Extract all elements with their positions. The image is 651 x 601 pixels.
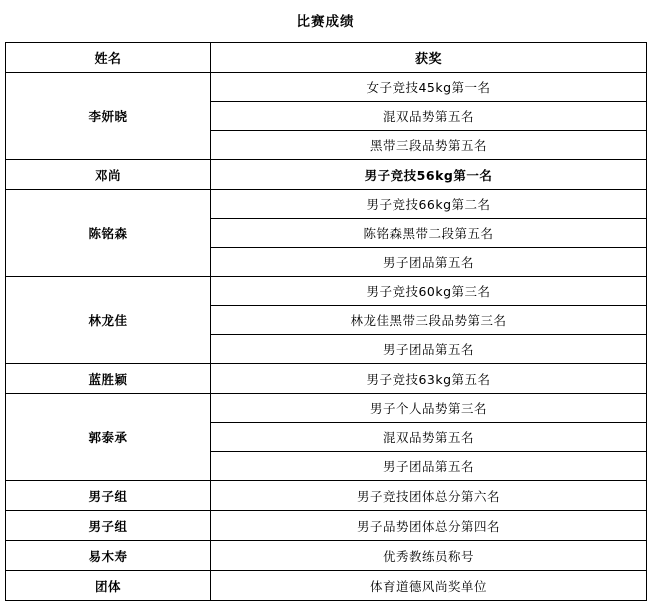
- table-row: [6, 364, 647, 394]
- award-list-item: [211, 423, 646, 452]
- award-list-item: [211, 335, 646, 364]
- results-table: [5, 42, 647, 601]
- award-text: 混双品势第五名: [211, 423, 646, 452]
- award-text: 林龙佳黑带三段品势第三名: [211, 306, 646, 335]
- award-list: [211, 190, 646, 276]
- table-row: [6, 190, 647, 277]
- award-list-item: [211, 452, 646, 481]
- award-list-item: [211, 394, 646, 423]
- cell-name: 林龙佳: [6, 277, 211, 364]
- cell-name: 男子组: [6, 511, 211, 541]
- cell-name: 李妍晓: [6, 73, 211, 160]
- cell-name: 邓尚: [6, 160, 211, 190]
- award-text: 男子团品第五名: [382, 459, 474, 474]
- cell-name: 团体: [6, 571, 211, 601]
- table-row: [6, 481, 647, 511]
- table-row: [6, 394, 647, 481]
- cell-name: 郭泰承: [6, 394, 211, 481]
- table-body: [6, 73, 647, 601]
- column-header-award: 获奖: [211, 43, 647, 73]
- award-text: 男子团品第五名: [382, 342, 474, 357]
- award-text: 男子个人品势第三名: [211, 394, 646, 423]
- cell-award: 男子竞技56kg第一名: [211, 160, 647, 190]
- table-row: [6, 160, 647, 190]
- award-text: 男子团品第五名: [382, 255, 474, 270]
- award-list: [211, 277, 646, 363]
- award-list-item: [211, 248, 646, 277]
- table-row: [6, 541, 647, 571]
- award-list-item: [211, 219, 646, 248]
- results-table-container: [0, 42, 651, 601]
- award-text: 男子竞技66kg第二名: [211, 190, 646, 219]
- cell-award: 男子竞技团体总分第六名: [211, 481, 647, 511]
- cell-award: 男子竞技63kg第五名: [211, 364, 647, 394]
- award-text: 黑带三段品势第五名: [369, 138, 487, 153]
- award-list: [211, 394, 646, 480]
- cell-name: 蓝胜颖: [6, 364, 211, 394]
- cell-award: 男子品势团体总分第四名: [211, 511, 647, 541]
- cell-award: [211, 394, 647, 481]
- table-header-row: [6, 43, 647, 73]
- cell-name: 陈铭森: [6, 190, 211, 277]
- table-row: [6, 571, 647, 601]
- award-list-item: [211, 73, 646, 102]
- cell-award: [211, 190, 647, 277]
- award-list-item: [211, 190, 646, 219]
- cell-name: 易木寿: [6, 541, 211, 571]
- cell-award: 体育道德风尚奖单位: [211, 571, 647, 601]
- award-list: [211, 73, 646, 159]
- cell-award: 优秀教练员称号: [211, 541, 647, 571]
- cell-name: 男子组: [6, 481, 211, 511]
- column-header-name: 姓名: [6, 43, 211, 73]
- award-text: 女子竞技45kg第一名: [211, 73, 646, 102]
- cell-award: [211, 73, 647, 160]
- award-list-item: [211, 131, 646, 160]
- table-row: [6, 277, 647, 364]
- table-row: [6, 73, 647, 160]
- award-text: 陈铭森黑带二段第五名: [211, 219, 646, 248]
- award-list-item: [211, 102, 646, 131]
- award-text: 混双品势第五名: [211, 102, 646, 131]
- page-title: 比赛成绩: [296, 14, 355, 30]
- table-row: [6, 511, 647, 541]
- award-list-item: [211, 306, 646, 335]
- cell-award: [211, 277, 647, 364]
- table-header: [6, 43, 647, 73]
- award-list-item: [211, 277, 646, 306]
- award-text: 男子竞技60kg第三名: [211, 277, 646, 306]
